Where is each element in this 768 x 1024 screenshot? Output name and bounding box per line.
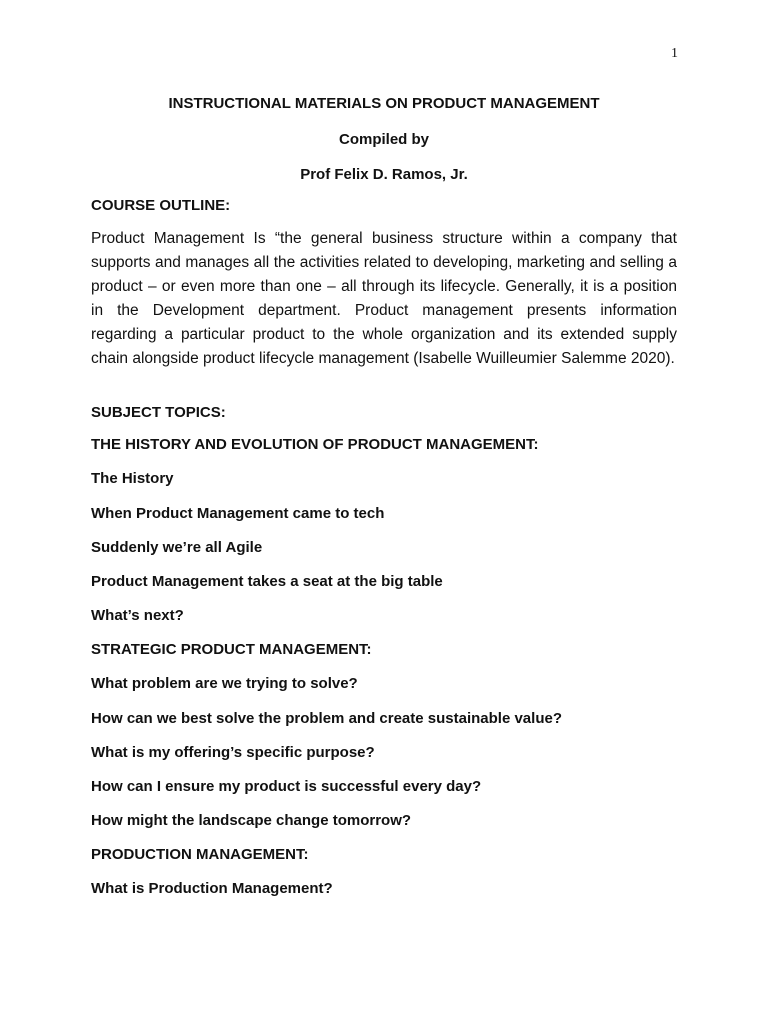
document-title: INSTRUCTIONAL MATERIALS ON PRODUCT MANAGEMENT [168,95,600,112]
author-name: Prof Felix D. Ramos, Jr. [300,166,468,183]
topic-item: What is my offering’s specific purpose? [91,744,375,761]
topic-item: STRATEGIC PRODUCT MANAGEMENT: [91,641,372,658]
topic-item: THE HISTORY AND EVOLUTION OF PRODUCT MANAGEMENT: [91,436,539,453]
page-number: 1 [671,46,678,61]
course-outline-heading: COURSE OUTLINE: [91,197,231,214]
topic-item: Product Management takes a seat at the big table [91,573,443,590]
topic-item: PRODUCTION MANAGEMENT: [91,846,309,863]
compiled-by-label: Compiled by [338,131,429,148]
topic-item: What’s next? [91,607,184,624]
topic-item: What problem are we trying to solve? [91,675,358,692]
subject-topics-heading: SUBJECT TOPICS: [91,404,226,421]
course-outline-paragraph: Product Management Is “the general business structure within a company that supports and manages all the activities related to developing, marketing and selling a product – or even more than one – all through its lifecycle. Generally, it is a position in the Development department. Product management presents information regarding a particular product to the whole organization and its extended supply chain alongside product lifecycle management (Isabelle Wuilleumier Salemme 2020). [91,230,677,367]
topic-item: How might the landscape change tomorrow? [91,812,412,829]
topic-item: How can I ensure my product is successful every day? [91,778,482,795]
topic-item: What is Production Management? [91,880,333,897]
topic-item: When Product Management came to tech [91,505,385,522]
topic-item: Suddenly we’re all Agile [91,539,263,556]
topic-item: How can we best solve the problem and create sustainable value? [91,710,562,727]
topic-item: The History [91,470,174,487]
